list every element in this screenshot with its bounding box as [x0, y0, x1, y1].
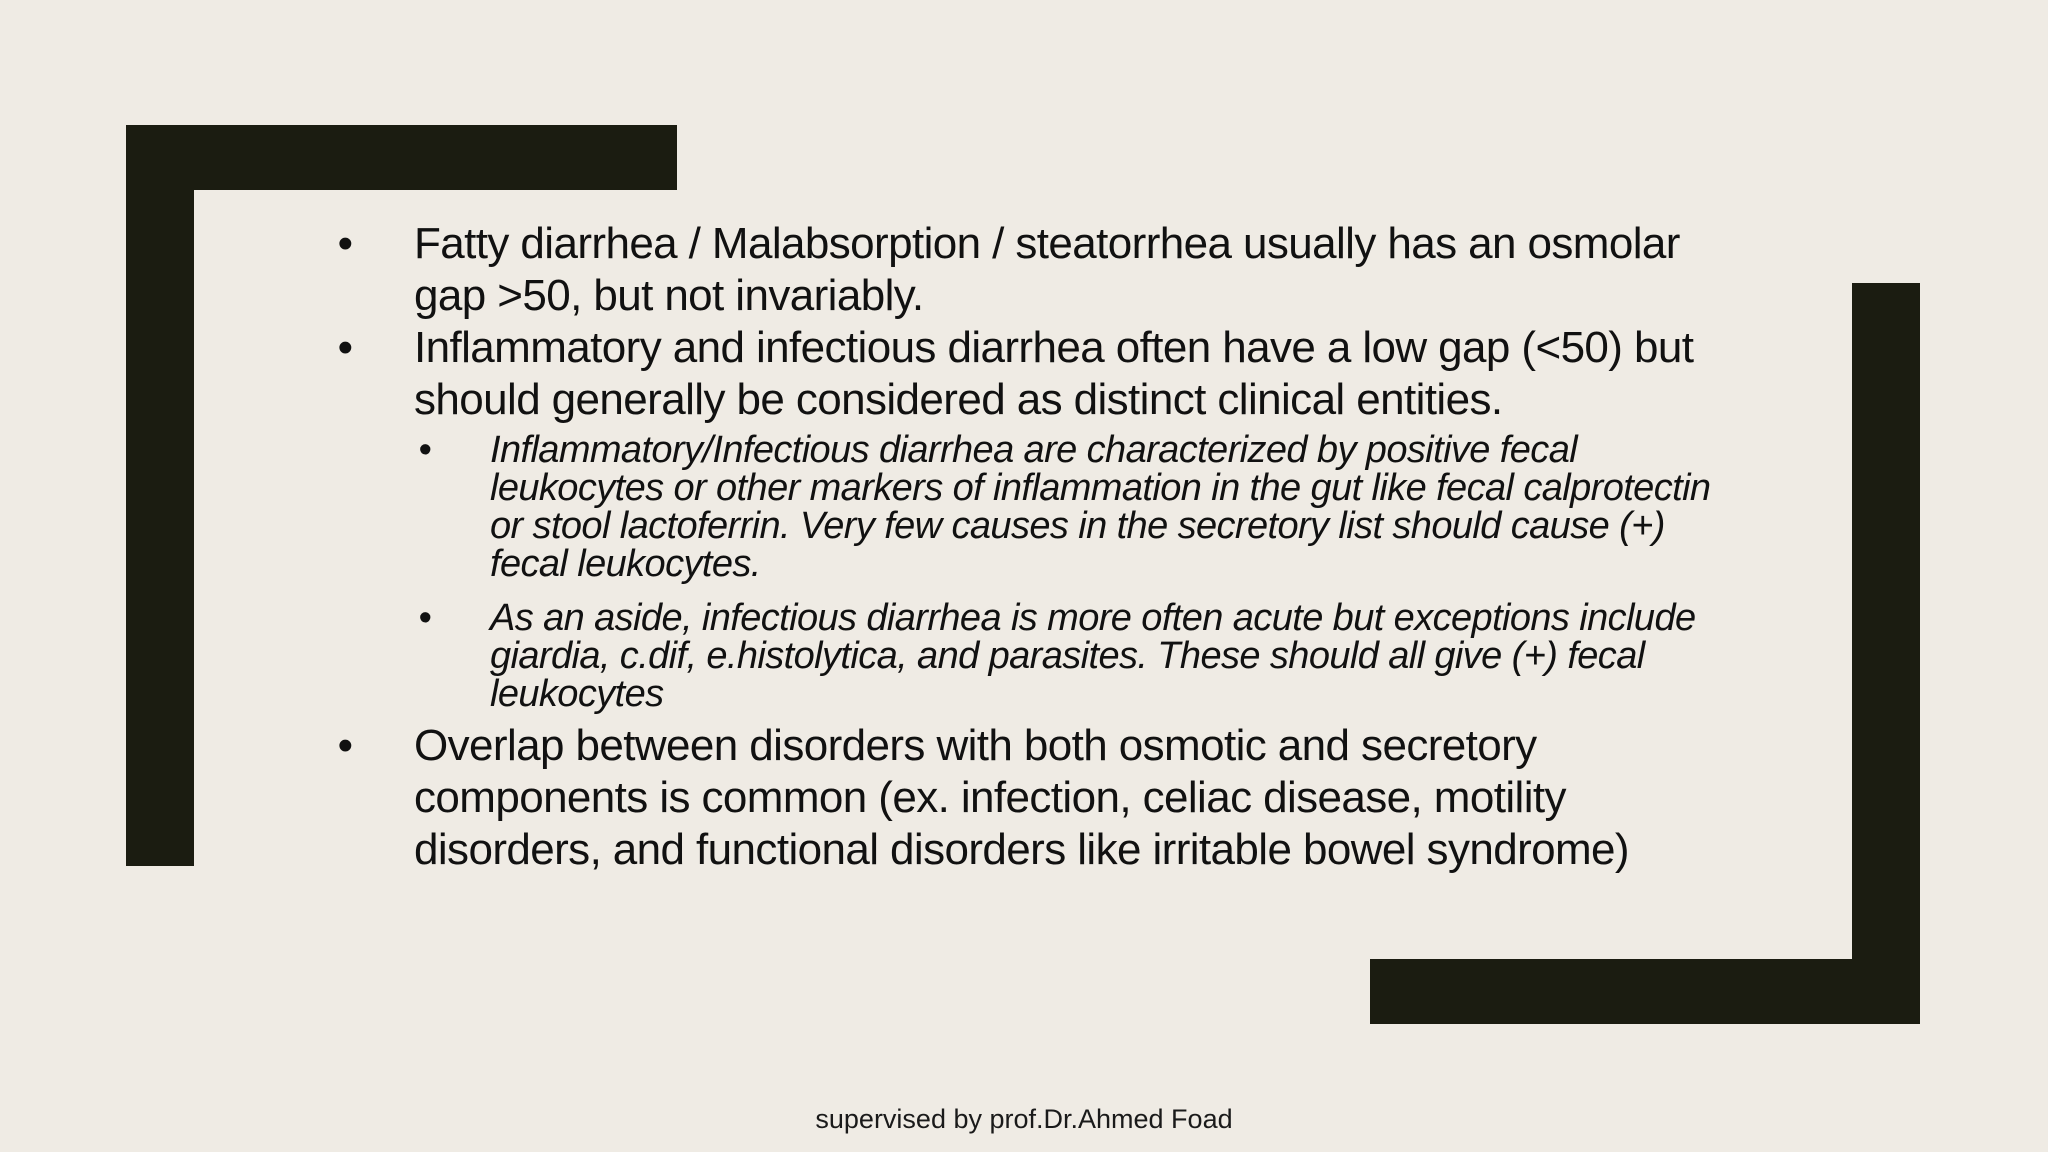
sub-bullet-text: As an aside, infectious diarrhea is more often acute but exceptions include giardia, c.dif, e.histolytica, and parasites. These should all give (+) fecal leukocytes [490, 597, 1696, 715]
bullet-icon: • [337, 219, 353, 268]
top-left-bracket-vertical [126, 125, 194, 866]
bullet-icon: • [337, 323, 353, 372]
sub-bullet-icon: • [418, 429, 432, 471]
bullet-text: Overlap between disorders with both osmotic and secretory components is common (ex. infection, celiac disease, motility disorders, and functional disorders like irritable bowel syndrome) [414, 721, 1629, 874]
sub-bullet-item [330, 431, 1750, 583]
top-left-bracket-horizontal [126, 125, 677, 190]
bottom-right-bracket-vertical [1852, 283, 1920, 1024]
sub-bullet-item [330, 599, 1750, 713]
footer-credit: supervised by prof.Dr.Ahmed Foad [815, 1104, 1233, 1134]
bullet-icon: • [337, 721, 353, 770]
bullet-text: Inflammatory and infectious diarrhea often have a low gap (<50) but should generally be considered as distinct clinical entities. [414, 323, 1694, 424]
slide-content [330, 218, 1750, 876]
bullet-item [330, 322, 1750, 426]
sub-bullet-list [330, 431, 1750, 713]
bullet-item [330, 720, 1750, 876]
bullet-item [330, 218, 1750, 322]
sub-bullet-text: Inflammatory/Infectious diarrhea are characterized by positive fecal leukocytes or other markers of inflammation in the gut like fecal calprotectin or stool lactoferrin. Very few causes in the secretory list should cause (+) fecal leukocytes. [490, 429, 1711, 585]
bottom-right-bracket-horizontal [1370, 959, 1920, 1024]
bullet-text: Fatty diarrhea / Malabsorption / steatorrhea usually has an osmolar gap >50, but not invariably. [414, 219, 1680, 320]
sub-bullet-icon: • [418, 597, 432, 639]
